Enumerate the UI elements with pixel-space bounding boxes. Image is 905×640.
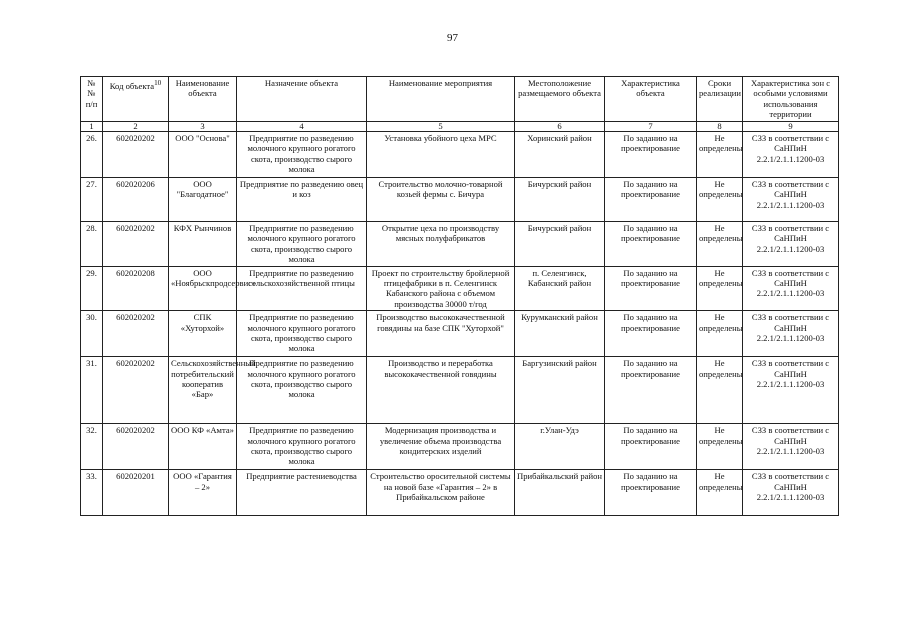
row-number: 27. xyxy=(81,178,103,222)
column-number: 2 xyxy=(103,122,169,132)
object-name: ООО «Гарантия – 2» xyxy=(169,470,237,516)
measure-name: Проект по строительству бройлерной птицефабрики в п. Селенгинск Кабанского района с объемом производства 30000 т/год xyxy=(367,266,515,311)
header-zones: Характеристика зон с особыми условиями использования территории xyxy=(743,77,839,122)
header-name: Наименование объекта xyxy=(169,77,237,122)
object-purpose: Предприятие по разведению молочного крупного рогатого скота, производство сырого молока xyxy=(237,311,367,357)
implementation-terms: Не определены xyxy=(697,311,743,357)
object-name: ООО КФ «Амта» xyxy=(169,424,237,470)
header-number: № № п/п xyxy=(81,77,103,122)
column-number: 7 xyxy=(605,122,697,132)
row-number: 26. xyxy=(81,132,103,178)
special-zones: СЗЗ в соответствии с СаНПиН 2.2.1/2.1.1.1200-03 xyxy=(743,470,839,516)
header-code-text: Код объекта xyxy=(109,80,155,91)
special-zones: СЗЗ в соответствии с СаНПиН 2.2.1/2.1.1.1200-03 xyxy=(743,266,839,311)
object-code: 602020208 xyxy=(103,266,169,311)
column-number: 9 xyxy=(743,122,839,132)
column-number: 5 xyxy=(367,122,515,132)
object-name: ООО «Ноябрьскпродсервис» xyxy=(169,266,237,311)
header-terms: Сроки реализации xyxy=(697,77,743,122)
implementation-terms: Не определены xyxy=(697,178,743,222)
header-code xyxy=(103,77,169,122)
object-purpose: Предприятие по разведению молочного крупного рогатого скота, производство сырого молока xyxy=(237,357,367,424)
objects-table xyxy=(80,76,839,516)
row-number: 28. xyxy=(81,222,103,267)
table-row xyxy=(81,470,839,516)
row-number: 30. xyxy=(81,311,103,357)
object-character: По заданию на проектирование xyxy=(605,357,697,424)
header-location: Местоположение размещаемого объекта xyxy=(515,77,605,122)
implementation-terms: Не определены xyxy=(697,132,743,178)
object-purpose: Предприятие по разведению овец и коз xyxy=(237,178,367,222)
column-number: 4 xyxy=(237,122,367,132)
object-character: По заданию на проектирование xyxy=(605,222,697,267)
special-zones: СЗЗ в соответствии с СаНПиН 2.2.1/2.1.1.1200-03 xyxy=(743,178,839,222)
object-code: 602020201 xyxy=(103,470,169,516)
special-zones: СЗЗ в соответствии с СаНПиН 2.2.1/2.1.1.1200-03 xyxy=(743,132,839,178)
row-number: 32. xyxy=(81,424,103,470)
header-row xyxy=(81,77,839,122)
object-name: ООО "Благодатное" xyxy=(169,178,237,222)
object-location: п. Селенгинск, Кабанский район xyxy=(515,266,605,311)
table-row xyxy=(81,357,839,424)
object-name: Сельскохозяйственный потребительский кооператив «Бар» xyxy=(169,357,237,424)
page-number: 97 xyxy=(447,32,458,44)
object-character: По заданию на проектирование xyxy=(605,424,697,470)
object-location: г.Улан-Удэ xyxy=(515,424,605,470)
object-purpose: Предприятие по разведению сельскохозяйственной птицы xyxy=(237,266,367,311)
column-number-row xyxy=(81,122,839,132)
header-measure: Наименование мероприятия xyxy=(367,77,515,122)
object-code: 602020202 xyxy=(103,132,169,178)
object-location: Баргузинский район xyxy=(515,357,605,424)
measure-name: Установка убойного цеха МРС xyxy=(367,132,515,178)
object-location: Бичурский район xyxy=(515,222,605,267)
object-name: КФХ Рынчинов xyxy=(169,222,237,267)
special-zones: СЗЗ в соответствии с СаНПиН 2.2.1/2.1.1.1200-03 xyxy=(743,357,839,424)
object-character: По заданию на проектирование xyxy=(605,178,697,222)
column-number: 1 xyxy=(81,122,103,132)
object-character: По заданию на проектирование xyxy=(605,470,697,516)
table-row xyxy=(81,424,839,470)
object-location: Бичурский район xyxy=(515,178,605,222)
object-character: По заданию на проектирование xyxy=(605,266,697,311)
measure-name: Открытие цеха по производству мясных полуфабрикатов xyxy=(367,222,515,267)
implementation-terms: Не определены xyxy=(697,222,743,267)
measure-name: Строительство оросительной системы на новой базе «Гарантия – 2» в Прибайкальском районе xyxy=(367,470,515,516)
table-row xyxy=(81,132,839,178)
object-code: 602020202 xyxy=(103,222,169,267)
column-number: 3 xyxy=(169,122,237,132)
header-code-footnote: 10 xyxy=(154,79,162,87)
object-code: 602020202 xyxy=(103,357,169,424)
implementation-terms: Не определены xyxy=(697,470,743,516)
object-purpose: Предприятие по разведению молочного крупного рогатого скота, производство сырого молока xyxy=(237,222,367,267)
table-row xyxy=(81,178,839,222)
header-purpose: Назначение объекта xyxy=(237,77,367,122)
table-row xyxy=(81,311,839,357)
header-character: Характеристика объекта xyxy=(605,77,697,122)
column-number: 8 xyxy=(697,122,743,132)
row-number: 33. xyxy=(81,470,103,516)
object-location: Хоринский район xyxy=(515,132,605,178)
implementation-terms: Не определены xyxy=(697,357,743,424)
special-zones: СЗЗ в соответствии с СаНПиН 2.2.1/2.1.1.1200-03 xyxy=(743,311,839,357)
object-code: 602020202 xyxy=(103,311,169,357)
row-number: 29. xyxy=(81,266,103,311)
object-character: По заданию на проектирование xyxy=(605,311,697,357)
object-name: ООО "Основа" xyxy=(169,132,237,178)
object-code: 602020202 xyxy=(103,424,169,470)
object-purpose: Предприятие растениеводства xyxy=(237,470,367,516)
object-purpose: Предприятие по разведению молочного крупного рогатого скота, производство сырого молока xyxy=(237,132,367,178)
special-zones: СЗЗ в соответствии с СаНПиН 2.2.1/2.1.1.1200-03 xyxy=(743,222,839,267)
object-name: СПК «Хуторхой» xyxy=(169,311,237,357)
object-code: 602020206 xyxy=(103,178,169,222)
object-location: Прибайкальский район xyxy=(515,470,605,516)
implementation-terms: Не определены xyxy=(697,424,743,470)
row-number: 31. xyxy=(81,357,103,424)
object-location: Курумканский район xyxy=(515,311,605,357)
measure-name: Модернизация производства и увеличение объема производства кондитерских изделий xyxy=(367,424,515,470)
measure-name: Производство и переработка высококачественной говядины xyxy=(367,357,515,424)
special-zones: СЗЗ в соответствии с СаНПиН 2.2.1/2.1.1.1200-03 xyxy=(743,424,839,470)
table-row xyxy=(81,266,839,311)
object-purpose: Предприятие по разведению молочного крупного рогатого скота, производство сырого молока xyxy=(237,424,367,470)
implementation-terms: Не определены xyxy=(697,266,743,311)
object-character: По заданию на проектирование xyxy=(605,132,697,178)
measure-name: Производство высококачественной говядины на базе СПК "Хуторхой" xyxy=(367,311,515,357)
table-row xyxy=(81,222,839,267)
measure-name: Строительство молочно-товарной козьей фермы с. Бичура xyxy=(367,178,515,222)
column-number: 6 xyxy=(515,122,605,132)
